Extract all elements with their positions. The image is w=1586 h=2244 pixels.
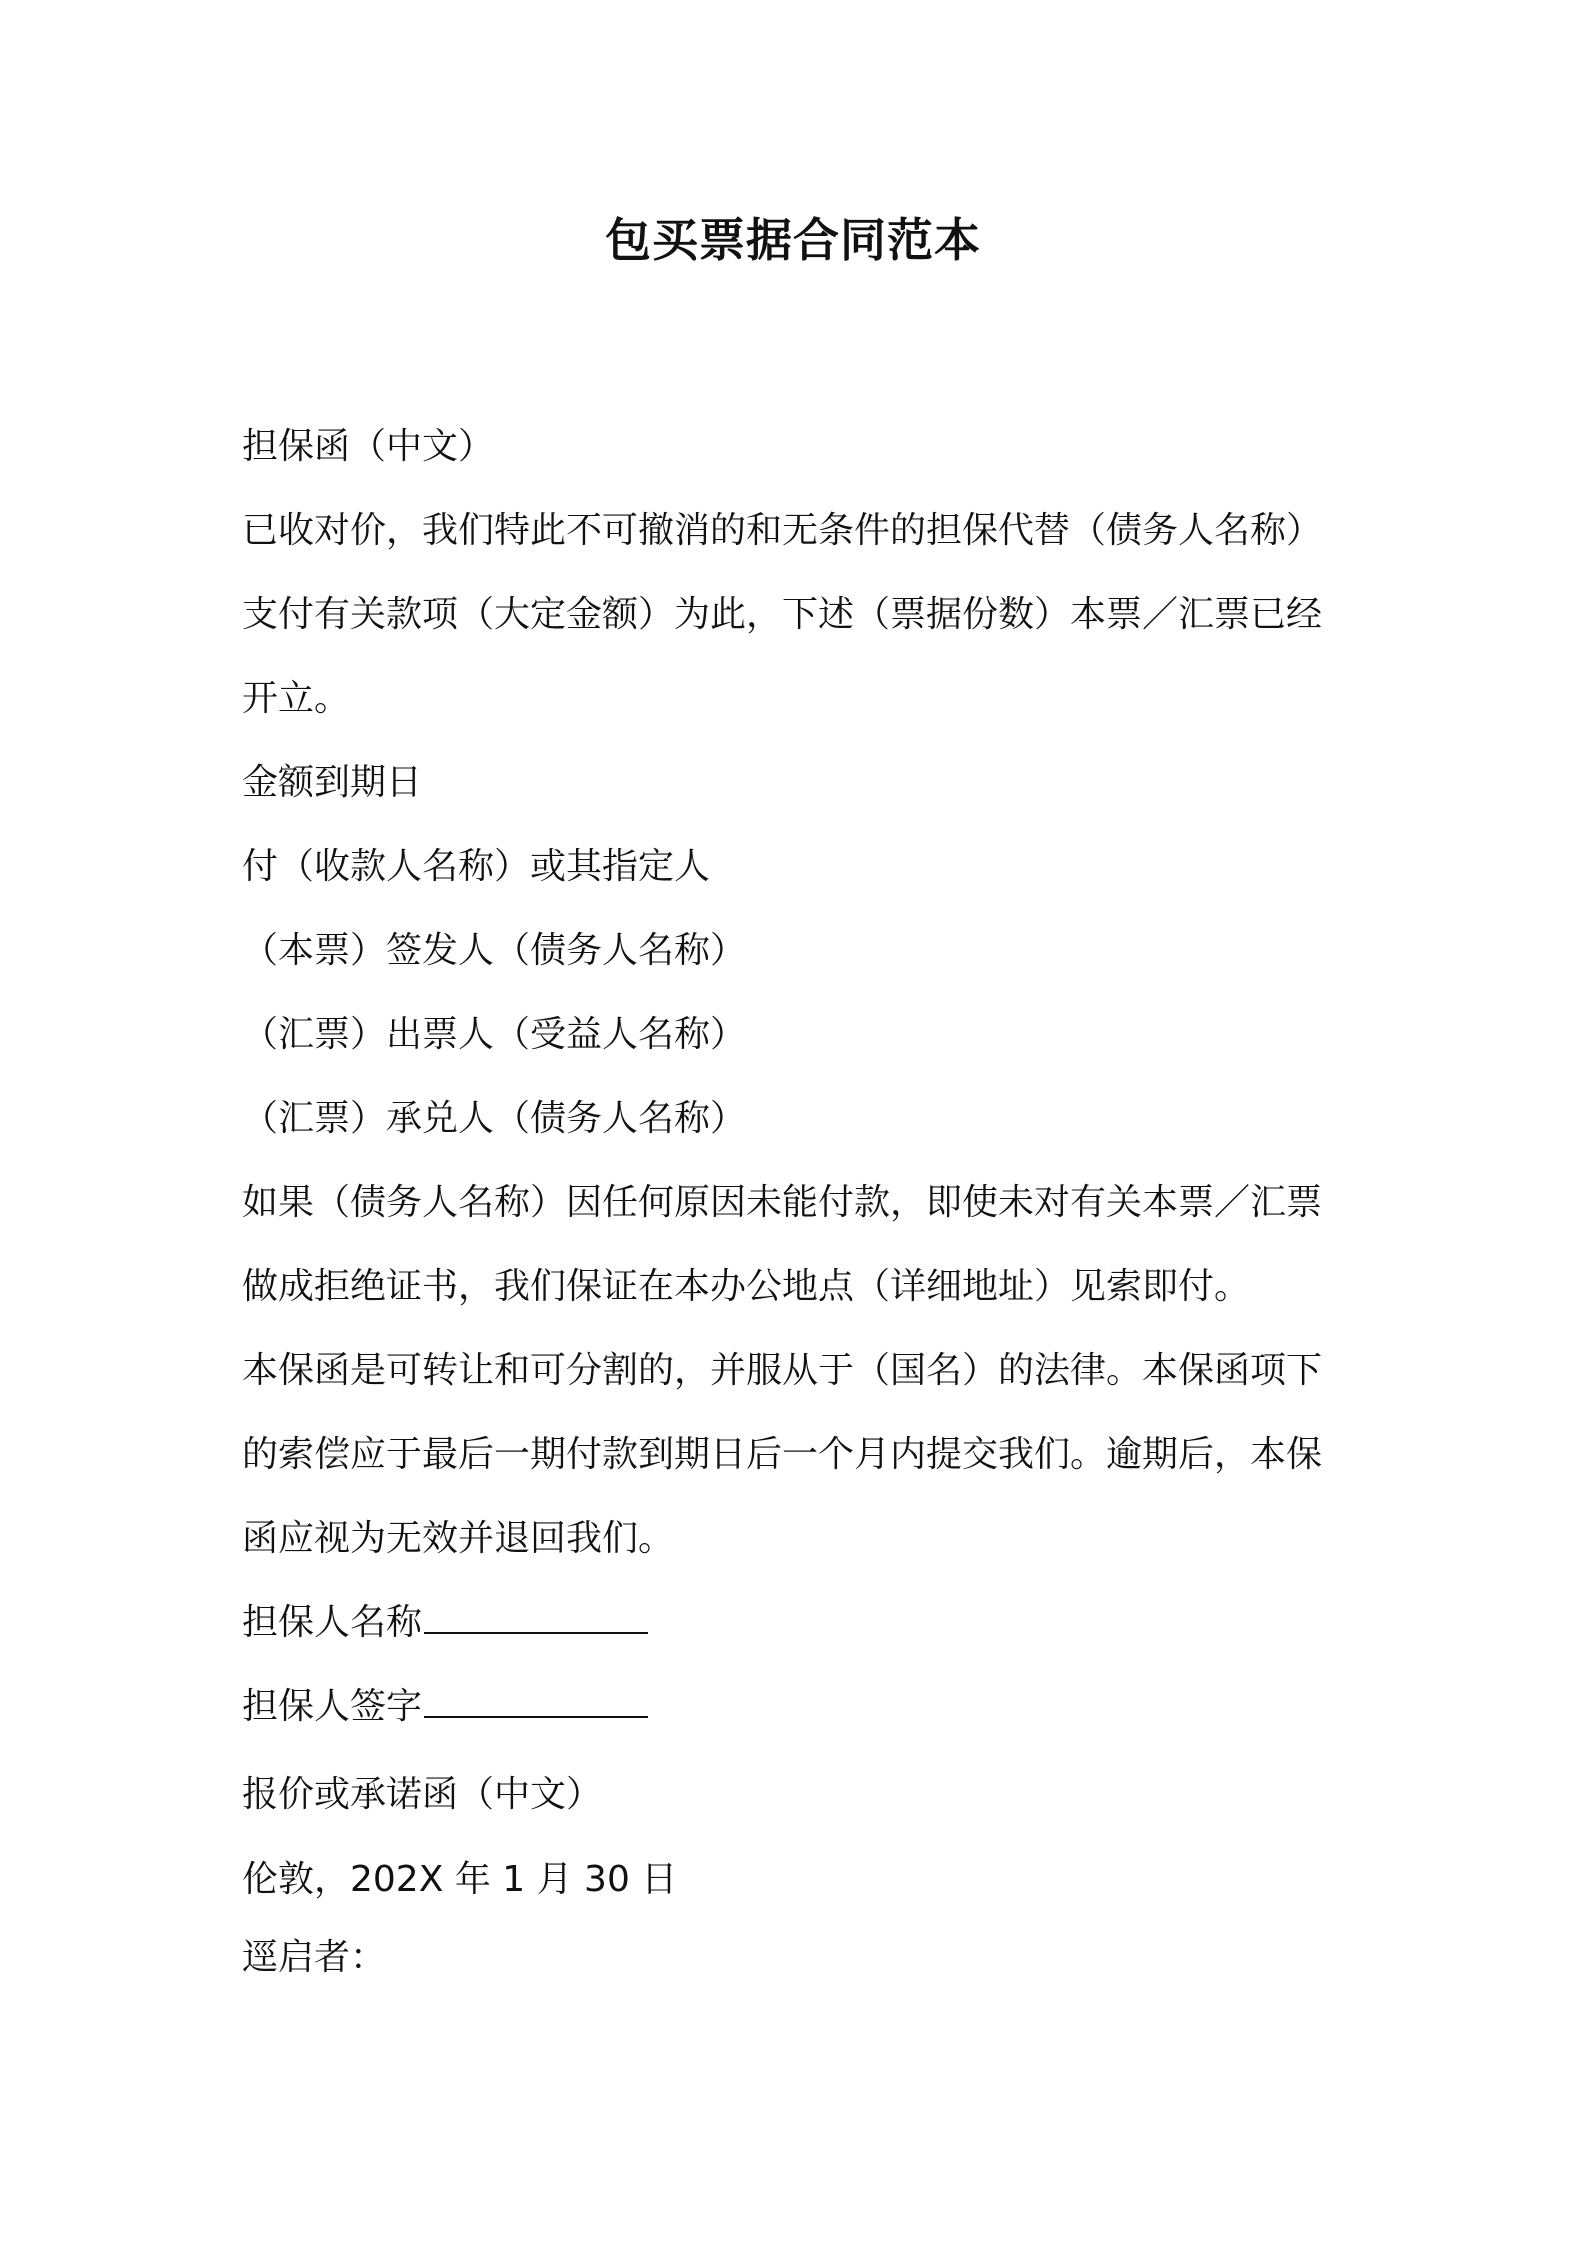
- document-title: 包买票据合同范本: [605, 213, 981, 267]
- place-date-line: 伦敦，202X 年 1 月 30 日: [242, 1859, 678, 1900]
- bill-acceptor-line: （汇票）承兑人（债务人名称）: [242, 1098, 747, 1139]
- note-issuer-line: （本票）签发人（债务人名称）: [242, 930, 747, 971]
- payee-line: 付（收款人名称）或其指定人: [242, 846, 711, 887]
- quotation-heading: 报价或承诺函（中文）: [242, 1774, 603, 1815]
- paragraph-line: 本保函是可转让和可分割的，并服从于（国名）的法律。本保函项下: [242, 1350, 1323, 1391]
- guarantor-signature-field: [242, 1665, 1372, 1749]
- bill-drawer-line: （汇票）出票人（受益人名称）: [242, 1014, 747, 1055]
- addressee-line: 逕启者：: [242, 1937, 387, 1978]
- guarantor-name-blank: [424, 1602, 648, 1634]
- paragraph-line: 做成拒绝证书，我们保证在本办公地点（详细地址）见索即付。: [242, 1266, 1251, 1307]
- paragraph-line: 函应视为无效并退回我们。: [242, 1518, 675, 1559]
- paragraph-line: 已收对价，我们特此不可撤消的和无条件的担保代替（债务人名称）: [242, 510, 1323, 551]
- guarantor-signature-label: 担保人签字: [242, 1686, 423, 1727]
- paragraph-line: 开立。: [242, 678, 351, 719]
- guarantor-signature-blank: [424, 1686, 648, 1718]
- paragraph-line: 如果（债务人名称）因任何原因未能付款，即使未对有关本票／汇票: [242, 1182, 1323, 1223]
- document-body: [242, 405, 1372, 1997]
- amount-due-date-line: 金额到期日: [242, 762, 423, 803]
- guarantor-name-label: 担保人名称: [242, 1602, 423, 1643]
- guarantor-name-field: [242, 1581, 1372, 1665]
- guarantee-heading: 担保函（中文）: [242, 426, 495, 467]
- paragraph-line: 的索偿应于最后一期付款到期日后一个月内提交我们。逾期后，本保: [242, 1434, 1323, 1475]
- paragraph-line: 支付有关款项（大定金额）为此，下述（票据份数）本票／汇票已经: [242, 594, 1323, 635]
